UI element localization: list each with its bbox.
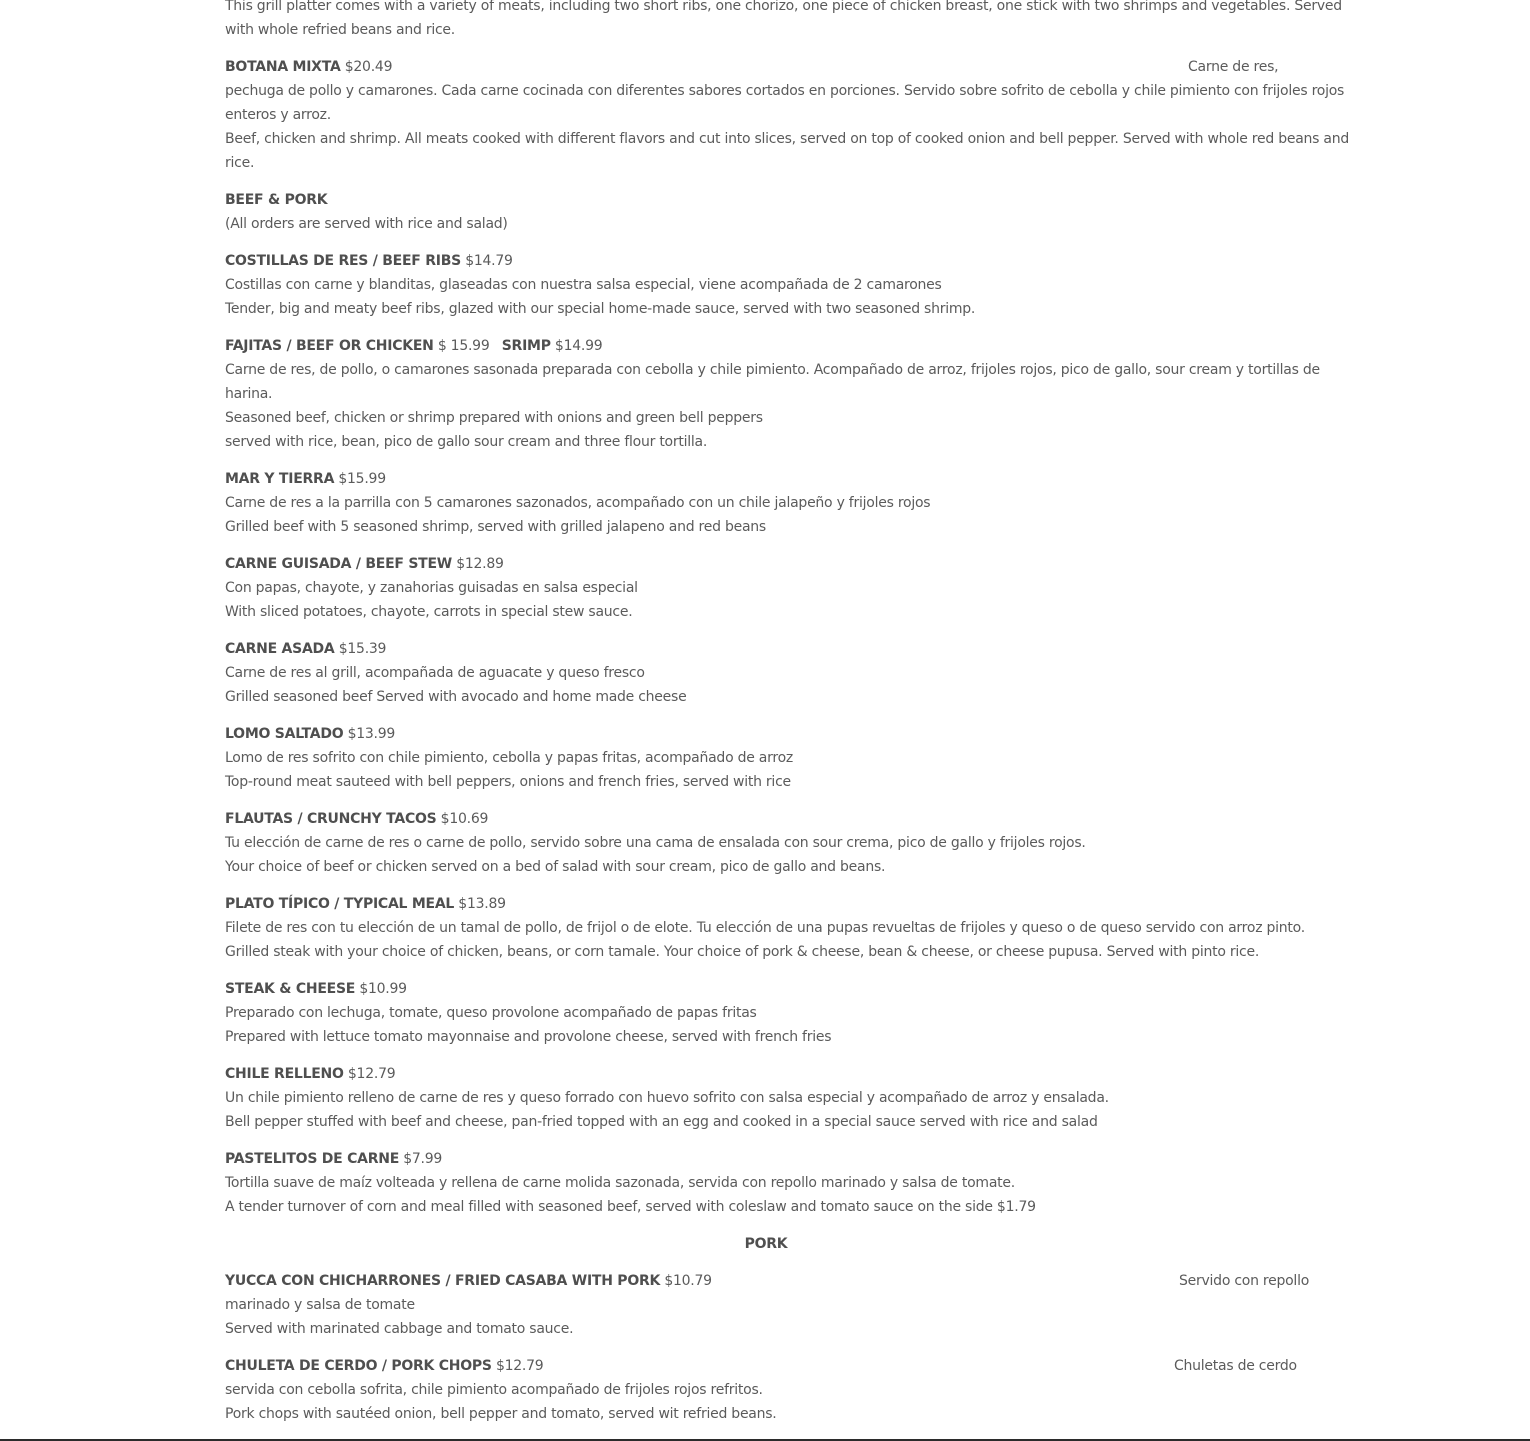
item-price: $13.89 [458,896,506,912]
description-line: Tender, big and meaty beef ribs, glazed with our special home-made sauce, served with two seasoned shrimp. [225,301,976,317]
item-name: CARNE GUISADA / BEEF STEW [225,556,452,572]
menu-item-carne-asada [225,637,1307,709]
menu-item-botana-mixta [225,55,1349,175]
menu-item-lomo-saltado [225,722,1307,794]
item-price: $10.99 [359,981,407,997]
menu-item-steak-cheese [225,977,1307,1049]
item-name: CHILE RELLENO [225,1066,344,1082]
menu-item-pastelitos [225,1147,1307,1219]
item-name-secondary: SRIMP [501,338,551,354]
description-line: Tu elección de carne de res o carne de pollo, servido sobre una cama de ensalada con sour crema, pico de gallo y frijoles rojos. [225,835,1086,851]
item-price: $20.49 [344,59,393,75]
description-line: Tortilla suave de maíz volteada y rellena de carne molida sazonada, servida con repollo marinado y salsa de tomate. [225,1175,1015,1191]
item-price: $14.79 [465,253,513,269]
item-name: FLAUTAS / CRUNCHY TACOS [225,811,437,827]
item-name: CHULETA DE CERDO / PORK CHOPS [225,1358,492,1374]
menu-item-mar-y-tierra [225,467,1307,539]
description-line: Filete de res con tu elección de un tamal de pollo, de frijol o de elote. Tu elección de una pupas revueltas de frijoles y queso o de queso servido con arroz pinto. [225,920,1305,936]
description-line: Grilled beef with 5 seasoned shrimp, served with grilled jalapeno and red beans [225,519,766,535]
item-price: $12.79 [347,1066,396,1082]
item-price: $15.99 [338,471,386,487]
menu-item-plato-tipico [225,892,1307,964]
menu-item-flautas [225,807,1307,879]
description-line: marinado y salsa de tomate [225,1297,415,1313]
menu-item-carne-guisada [225,552,1307,624]
item-name: BOTANA MIXTA [225,59,341,75]
section-note: (All orders are served with rice and salad) [225,216,508,232]
description-line: enteros y arroz. [225,107,331,123]
description-line: This grill platter comes with a variety of meats, including two short ribs, one chorizo, one piece of chicken breast, one stick with two shrimps and vegetables. Served [225,0,1342,14]
description-line: with whole refried beans and rice. [225,22,455,38]
item-name: COSTILLAS DE RES / BEEF RIBS [225,253,461,269]
description-line: Costillas con carne y blanditas, glaseadas con nuestra salsa especial, viene acompañada de 2 camarones [225,277,942,293]
description-line: servida con cebolla sofrita, chile pimiento acompañado de frijoles rojos refritos. [225,1382,763,1398]
item-name: PLATO TÍPICO / TYPICAL MEAL [225,896,455,912]
menu-item-fajitas [225,334,1320,454]
menu-item-yucca [225,1269,1310,1341]
menu-item-chuleta [225,1354,1307,1426]
item-price: $12.89 [456,556,504,572]
description-line: Carne de res al grill, acompañada de aguacate y queso fresco [225,665,645,681]
grill-platter-description [225,0,1342,42]
description-line: Grilled seasoned beef Served with avocado and home made cheese [225,689,687,705]
menu-item-chile-relleno [225,1062,1307,1134]
item-description-start: Chuletas de cerdo [1174,1358,1297,1374]
item-name: STEAK & CHEESE [225,981,356,997]
menu-content [225,0,1349,1439]
description-line: Pork chops with sautéed onion, bell pepper and tomato, served wit refried beans. [225,1406,777,1422]
description-line: pechuga de pollo y camarones. Cada carne cocinada con diferentes sabores cortados en porciones. Servido sobre sofrito de cebolla y chile pimiento con frijoles rojos [225,83,1345,99]
description-line: Carne de res a la parrilla con 5 camarones sazonados, acompañado con un chile jalapeño y frijoles rojos [225,495,931,511]
description-line: Bell pepper stuffed with beef and cheese, pan-fried topped with an egg and cooked in a special sauce served with rice and salad [225,1114,1098,1130]
item-name: LOMO SALTADO [225,726,344,742]
description-line: Beef, chicken and shrimp. All meats cooked with different flavors and cut into slices, served on top of cooked onion and bell pepper. Served with whole red beans and [225,131,1349,147]
item-price: $ 15.99 [437,338,490,354]
item-name: MAR Y TIERRA [225,471,335,487]
description-line: Preparado con lechuga, tomate, queso provolone acompañado de papas fritas [225,1005,757,1021]
item-description-start: Carne de res, [1188,59,1279,75]
description-line: served with rice, bean, pico de gallo sour cream and three flour tortilla. [225,434,708,450]
description-line: With sliced potatoes, chayote, carrots in special stew sauce. [225,604,633,620]
item-price: $12.79 [495,1358,544,1374]
item-name: YUCCA CON CHICHARRONES / FRIED CASABA WITH PORK [225,1273,661,1289]
description-line: Carne de res, de pollo, o camarones sasonada preparada con cebolla y chile pimiento. Acompañado de arroz, frijoles rojos, pico de gallo, sour cream y tortillas de [225,362,1320,378]
item-name: PASTELITOS DE CARNE [225,1151,400,1167]
section-pork-title: PORK [744,1236,788,1252]
item-name: FAJITAS / BEEF OR CHICKEN [225,338,434,354]
item-name: CARNE ASADA [225,641,335,657]
description-line: Lomo de res sofrito con chile pimiento, cebolla y papas fritas, acompañado de arroz [225,750,793,766]
description-line: Served with marinated cabbage and tomato sauce. [225,1321,574,1337]
description-line: Prepared with lettuce tomato mayonnaise and provolone cheese, served with french fries [225,1029,832,1045]
item-price-secondary: $14.99 [554,338,603,354]
item-price: $15.39 [338,641,387,657]
description-line: Seasoned beef, chicken or shrimp prepared with onions and green bell peppers [225,410,763,426]
item-description-start: Servido con repollo [1179,1273,1310,1289]
item-price: $7.99 [403,1151,443,1167]
item-price: $10.79 [664,1273,712,1289]
description-line: harina. [225,386,273,402]
section-beef-pork [225,188,1307,236]
description-line: Your choice of beef or chicken served on a bed of salad with sour cream, pico de gallo and beans. [225,859,886,875]
menu-item-costillas [225,249,1307,321]
item-price: $10.69 [440,811,489,827]
section-title: BEEF & PORK [225,192,328,208]
description-line: A tender turnover of corn and meal filled with seasoned beef, served with coleslaw and tomato sauce on the side $1.79 [225,1199,1036,1215]
description-line: Grilled steak with your choice of chicken, beans, or corn tamale. Your choice of pork & cheese, bean & cheese, or cheese pupusa. Served with pinto rice. [225,944,1260,960]
description-line: Un chile pimiento relleno de carne de res y queso forrado con huevo sofrito con salsa especial y acompañado de arroz y ensalada. [225,1090,1109,1106]
description-line: Con papas, chayote, y zanahorias guisadas en salsa especial [225,580,638,596]
item-price: $13.99 [347,726,396,742]
description-line: Top-round meat sauteed with bell peppers, onions and french fries, served with rice [225,774,791,790]
description-line: rice. [225,155,255,171]
